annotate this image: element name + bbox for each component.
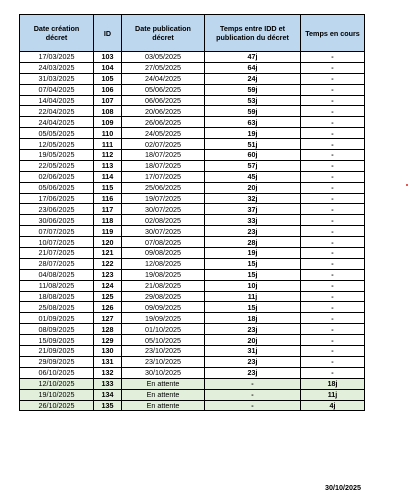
cell-delay: 31j xyxy=(205,346,301,357)
cell-publication-date: 07/08/2025 xyxy=(122,237,205,248)
cell-publication-date: 18/07/2025 xyxy=(122,150,205,161)
cell-current-time: - xyxy=(301,324,365,335)
cell-delay: 45j xyxy=(205,171,301,182)
cell-id: 107 xyxy=(94,95,122,106)
cell-id: 122 xyxy=(94,258,122,269)
table-row xyxy=(20,139,365,150)
cell-current-time: - xyxy=(301,313,365,324)
cell-delay: 18j xyxy=(205,313,301,324)
cell-current-time: - xyxy=(301,346,365,357)
cell-publication-date: 02/08/2025 xyxy=(122,215,205,226)
cell-delay: 23j xyxy=(205,324,301,335)
margin-mark xyxy=(406,184,408,186)
cell-publication-date: 26/06/2025 xyxy=(122,117,205,128)
cell-creation-date: 22/04/2025 xyxy=(20,106,94,117)
cell-id: 106 xyxy=(94,84,122,95)
header-current-time: Temps en cours xyxy=(301,15,365,52)
cell-delay: 60j xyxy=(205,150,301,161)
cell-creation-date: 29/09/2025 xyxy=(20,356,94,367)
cell-current-time: - xyxy=(301,215,365,226)
cell-delay: - xyxy=(205,378,301,389)
cell-id: 108 xyxy=(94,106,122,117)
cell-delay: 37j xyxy=(205,204,301,215)
cell-delay: 20j xyxy=(205,335,301,346)
cell-creation-date: 31/03/2025 xyxy=(20,73,94,84)
cell-current-time: - xyxy=(301,269,365,280)
cell-delay: 64j xyxy=(205,62,301,73)
cell-publication-date: 12/08/2025 xyxy=(122,258,205,269)
table-row xyxy=(20,302,365,313)
table-row xyxy=(20,171,365,182)
header-publication-date: Date publication décret xyxy=(122,15,205,52)
cell-id: 103 xyxy=(94,52,122,63)
cell-delay: 20j xyxy=(205,182,301,193)
table-row xyxy=(20,248,365,259)
cell-current-time: - xyxy=(301,335,365,346)
cell-creation-date: 05/06/2025 xyxy=(20,182,94,193)
cell-creation-date: 10/07/2025 xyxy=(20,237,94,248)
cell-id: 125 xyxy=(94,291,122,302)
cell-id: 117 xyxy=(94,204,122,215)
cell-delay: 23j xyxy=(205,356,301,367)
header-creation-date: Date création décret xyxy=(20,15,94,52)
cell-publication-date: 30/07/2025 xyxy=(122,226,205,237)
cell-publication-date: En attente xyxy=(122,389,205,400)
table-row xyxy=(20,226,365,237)
cell-current-time: - xyxy=(301,226,365,237)
cell-current-time: - xyxy=(301,204,365,215)
cell-current-time: - xyxy=(301,150,365,161)
cell-publication-date: 19/07/2025 xyxy=(122,193,205,204)
cell-id: 129 xyxy=(94,335,122,346)
cell-creation-date: 15/09/2025 xyxy=(20,335,94,346)
cell-publication-date: 09/09/2025 xyxy=(122,302,205,313)
cell-current-time: 11j xyxy=(301,389,365,400)
table-row xyxy=(20,84,365,95)
table-row xyxy=(20,62,365,73)
table-row xyxy=(20,182,365,193)
cell-publication-date: 24/05/2025 xyxy=(122,128,205,139)
cell-id: 115 xyxy=(94,182,122,193)
cell-current-time: - xyxy=(301,73,365,84)
cell-delay: 28j xyxy=(205,237,301,248)
cell-current-time: - xyxy=(301,280,365,291)
cell-delay: 24j xyxy=(205,73,301,84)
cell-creation-date: 19/05/2025 xyxy=(20,150,94,161)
cell-publication-date: 06/06/2025 xyxy=(122,95,205,106)
cell-id: 127 xyxy=(94,313,122,324)
table-row xyxy=(20,291,365,302)
table-row xyxy=(20,280,365,291)
cell-current-time: - xyxy=(301,356,365,367)
cell-publication-date: 27/05/2025 xyxy=(122,62,205,73)
cell-publication-date: 20/06/2025 xyxy=(122,106,205,117)
cell-creation-date: 18/08/2025 xyxy=(20,291,94,302)
cell-id: 113 xyxy=(94,160,122,171)
cell-id: 120 xyxy=(94,237,122,248)
table-row xyxy=(20,346,365,357)
cell-current-time: - xyxy=(301,302,365,313)
cell-creation-date: 07/07/2025 xyxy=(20,226,94,237)
cell-publication-date: 05/10/2025 xyxy=(122,335,205,346)
cell-publication-date: 23/10/2025 xyxy=(122,346,205,357)
table-row xyxy=(20,356,365,367)
cell-id: 132 xyxy=(94,367,122,378)
table-row xyxy=(20,128,365,139)
cell-delay: 15j xyxy=(205,269,301,280)
cell-creation-date: 25/08/2025 xyxy=(20,302,94,313)
cell-publication-date: 02/07/2025 xyxy=(122,139,205,150)
cell-creation-date: 17/06/2025 xyxy=(20,193,94,204)
table-row xyxy=(20,160,365,171)
cell-current-time: - xyxy=(301,52,365,63)
cell-current-time: - xyxy=(301,95,365,106)
table-row xyxy=(20,193,365,204)
cell-delay: 11j xyxy=(205,291,301,302)
cell-id: 105 xyxy=(94,73,122,84)
cell-delay: 47j xyxy=(205,52,301,63)
header-delay: Temps entre IDD et publication du décret xyxy=(205,15,301,52)
cell-publication-date: 17/07/2025 xyxy=(122,171,205,182)
table-row xyxy=(20,117,365,128)
cell-publication-date: 18/07/2025 xyxy=(122,160,205,171)
header-id: ID xyxy=(94,15,122,52)
cell-creation-date: 12/10/2025 xyxy=(20,378,94,389)
table-row xyxy=(20,215,365,226)
table-row xyxy=(20,95,365,106)
cell-id: 134 xyxy=(94,389,122,400)
cell-id: 130 xyxy=(94,346,122,357)
cell-delay: 57j xyxy=(205,160,301,171)
cell-creation-date: 08/09/2025 xyxy=(20,324,94,335)
cell-creation-date: 24/04/2025 xyxy=(20,117,94,128)
cell-current-time: - xyxy=(301,160,365,171)
cell-current-time: - xyxy=(301,237,365,248)
cell-creation-date: 01/09/2025 xyxy=(20,313,94,324)
cell-creation-date: 14/04/2025 xyxy=(20,95,94,106)
cell-delay: 15j xyxy=(205,258,301,269)
cell-delay: 59j xyxy=(205,106,301,117)
cell-id: 131 xyxy=(94,356,122,367)
cell-delay: 19j xyxy=(205,248,301,259)
cell-current-time: - xyxy=(301,182,365,193)
decree-table xyxy=(19,14,365,411)
cell-current-time: - xyxy=(301,291,365,302)
cell-creation-date: 05/05/2025 xyxy=(20,128,94,139)
table-row xyxy=(20,335,365,346)
cell-current-time: - xyxy=(301,84,365,95)
cell-id: 123 xyxy=(94,269,122,280)
cell-id: 135 xyxy=(94,400,122,411)
cell-creation-date: 24/03/2025 xyxy=(20,62,94,73)
cell-id: 116 xyxy=(94,193,122,204)
cell-delay: 15j xyxy=(205,302,301,313)
cell-current-time: - xyxy=(301,193,365,204)
table-row xyxy=(20,313,365,324)
cell-current-time: - xyxy=(301,128,365,139)
cell-current-time: - xyxy=(301,117,365,128)
table-header xyxy=(20,15,365,52)
cell-creation-date: 06/10/2025 xyxy=(20,367,94,378)
cell-creation-date: 07/04/2025 xyxy=(20,84,94,95)
cell-delay: 23j xyxy=(205,226,301,237)
cell-id: 109 xyxy=(94,117,122,128)
cell-publication-date: 21/08/2025 xyxy=(122,280,205,291)
cell-delay: 32j xyxy=(205,193,301,204)
cell-delay: 51j xyxy=(205,139,301,150)
table-row xyxy=(20,324,365,335)
header-row xyxy=(20,15,365,52)
cell-id: 124 xyxy=(94,280,122,291)
cell-publication-date: 03/05/2025 xyxy=(122,52,205,63)
cell-publication-date: 24/04/2025 xyxy=(122,73,205,84)
cell-publication-date: En attente xyxy=(122,400,205,411)
cell-publication-date: En attente xyxy=(122,378,205,389)
cell-current-time: - xyxy=(301,258,365,269)
cell-id: 111 xyxy=(94,139,122,150)
cell-creation-date: 21/09/2025 xyxy=(20,346,94,357)
cell-id: 118 xyxy=(94,215,122,226)
cell-creation-date: 28/07/2025 xyxy=(20,258,94,269)
cell-id: 114 xyxy=(94,171,122,182)
cell-delay: 63j xyxy=(205,117,301,128)
cell-creation-date: 12/05/2025 xyxy=(20,139,94,150)
cell-publication-date: 09/08/2025 xyxy=(122,248,205,259)
cell-current-time: - xyxy=(301,139,365,150)
cell-delay: 33j xyxy=(205,215,301,226)
cell-current-time: - xyxy=(301,367,365,378)
cell-creation-date: 17/03/2025 xyxy=(20,52,94,63)
cell-publication-date: 19/08/2025 xyxy=(122,269,205,280)
cell-publication-date: 30/10/2025 xyxy=(122,367,205,378)
report-date: 30/10/2025 xyxy=(325,483,361,492)
cell-delay: 19j xyxy=(205,128,301,139)
cell-current-time: 18j xyxy=(301,378,365,389)
table-row xyxy=(20,106,365,117)
cell-current-time: 4j xyxy=(301,400,365,411)
table-row xyxy=(20,367,365,378)
cell-id: 110 xyxy=(94,128,122,139)
cell-id: 112 xyxy=(94,150,122,161)
cell-creation-date: 11/08/2025 xyxy=(20,280,94,291)
table-row xyxy=(20,258,365,269)
table-row xyxy=(20,204,365,215)
cell-creation-date: 26/10/2025 xyxy=(20,400,94,411)
table-row xyxy=(20,378,365,389)
cell-publication-date: 01/10/2025 xyxy=(122,324,205,335)
cell-creation-date: 04/08/2025 xyxy=(20,269,94,280)
table-row xyxy=(20,269,365,280)
table-row xyxy=(20,237,365,248)
cell-creation-date: 21/07/2025 xyxy=(20,248,94,259)
cell-publication-date: 05/06/2025 xyxy=(122,84,205,95)
cell-id: 121 xyxy=(94,248,122,259)
cell-delay: 23j xyxy=(205,367,301,378)
cell-current-time: - xyxy=(301,106,365,117)
cell-id: 133 xyxy=(94,378,122,389)
cell-delay: 10j xyxy=(205,280,301,291)
cell-current-time: - xyxy=(301,62,365,73)
table-row xyxy=(20,150,365,161)
cell-publication-date: 29/08/2025 xyxy=(122,291,205,302)
cell-delay: 59j xyxy=(205,84,301,95)
cell-publication-date: 25/06/2025 xyxy=(122,182,205,193)
cell-delay: - xyxy=(205,400,301,411)
cell-current-time: - xyxy=(301,248,365,259)
cell-creation-date: 19/10/2025 xyxy=(20,389,94,400)
table-row xyxy=(20,73,365,84)
cell-creation-date: 23/06/2025 xyxy=(20,204,94,215)
cell-delay: 53j xyxy=(205,95,301,106)
cell-id: 128 xyxy=(94,324,122,335)
table-body xyxy=(20,52,365,411)
cell-creation-date: 22/05/2025 xyxy=(20,160,94,171)
cell-current-time: - xyxy=(301,171,365,182)
cell-id: 119 xyxy=(94,226,122,237)
table-row xyxy=(20,52,365,63)
cell-publication-date: 19/09/2025 xyxy=(122,313,205,324)
cell-publication-date: 30/07/2025 xyxy=(122,204,205,215)
table-row xyxy=(20,389,365,400)
table-row xyxy=(20,400,365,411)
cell-id: 104 xyxy=(94,62,122,73)
cell-id: 126 xyxy=(94,302,122,313)
cell-publication-date: 23/10/2025 xyxy=(122,356,205,367)
cell-creation-date: 02/06/2025 xyxy=(20,171,94,182)
cell-delay: - xyxy=(205,389,301,400)
cell-creation-date: 30/06/2025 xyxy=(20,215,94,226)
